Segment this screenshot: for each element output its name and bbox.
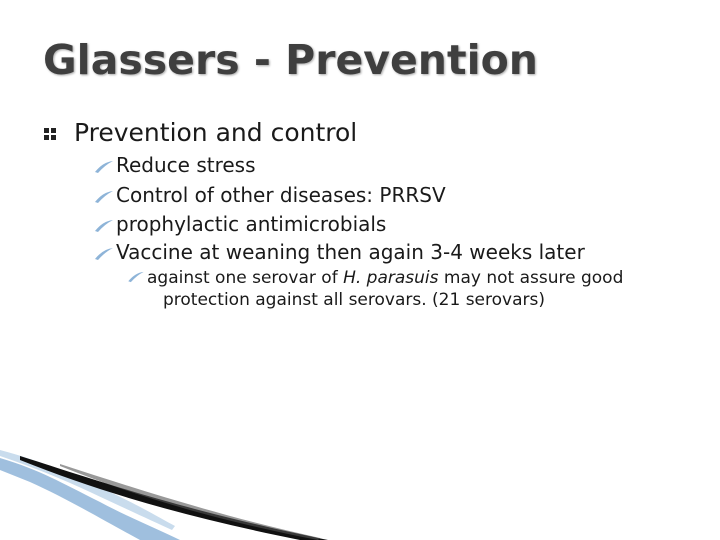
slide-title: Glassers - Prevention: [43, 36, 538, 84]
bullet-level3-text-line2: protection against all serovars. (21 serovars): [163, 290, 545, 310]
bullet-level3-species: H. parasuis: [343, 268, 439, 288]
bullet-level3-item: [127, 267, 697, 311]
bullet-level3-text-start: against one serovar of: [147, 268, 344, 288]
bullet-level2-item: [94, 240, 585, 266]
bullet-level3-text-end: may not assure good: [438, 268, 624, 288]
bullet-level2-item: [94, 183, 446, 209]
bullet-level2-item: [94, 212, 386, 238]
swoosh-bullet-icon: [94, 155, 114, 179]
swoosh-bullet-icon: [94, 214, 114, 238]
four-square-bullet-icon: [44, 127, 56, 145]
swoosh-bullet-icon: [127, 267, 145, 289]
bullet-level1-text: Prevention and control: [74, 118, 358, 147]
bullet-level2-text: prophylactic antimicrobials: [116, 212, 387, 236]
bullet-level2-text: Vaccine at weaning then again 3-4 weeks later: [116, 240, 585, 264]
bullet-level2-text: Control of other diseases: PRRSV: [116, 183, 446, 207]
bullet-level2-text: Reduce stress: [116, 153, 256, 177]
bullet-level2-item: [94, 153, 256, 179]
swoosh-bullet-icon: [94, 242, 114, 266]
swoosh-bullet-icon: [94, 185, 114, 209]
decorative-swoosh-graphic: [0, 420, 330, 540]
